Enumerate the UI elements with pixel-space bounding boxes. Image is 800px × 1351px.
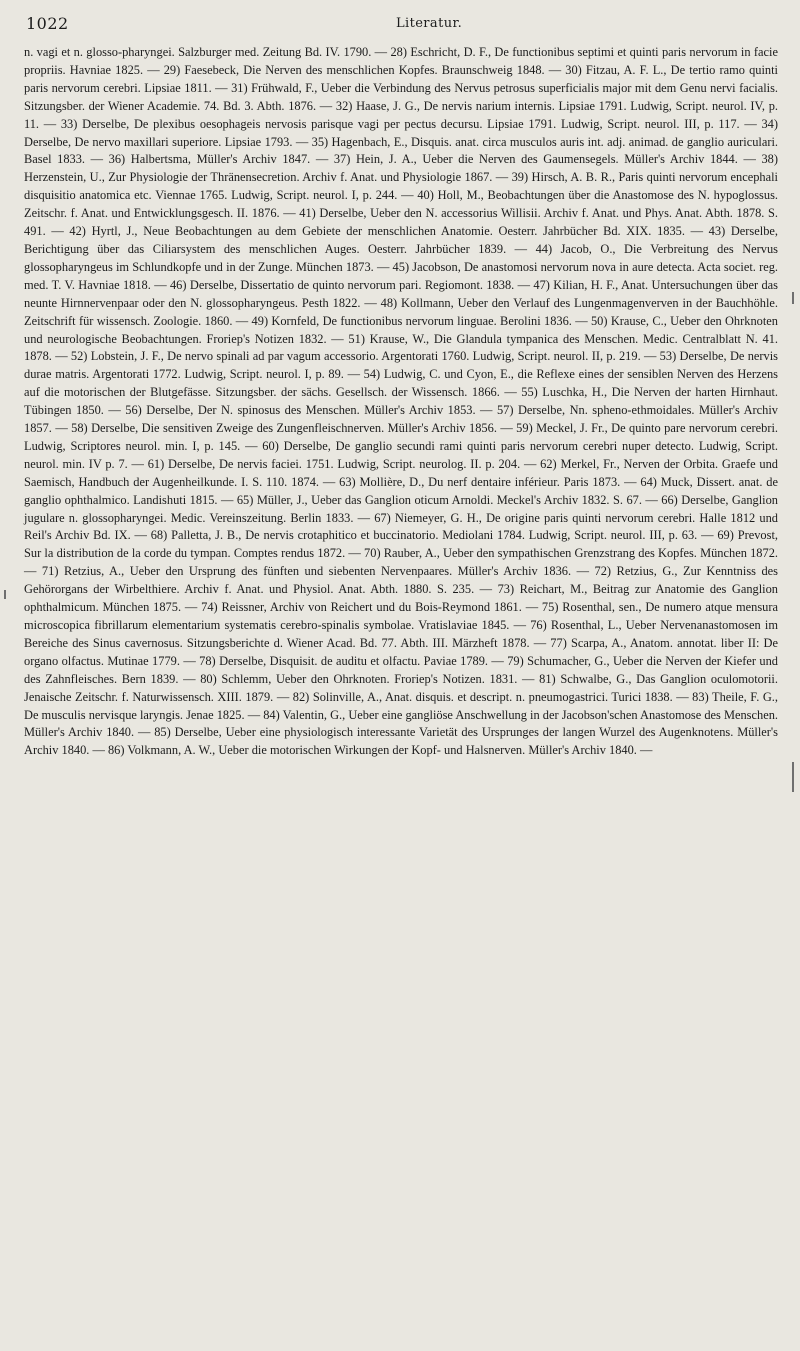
bibliography-entry: n. vagi et n. glosso-pharyngei. Salzburger med. Zeitung Bd. IV. 1790. — 28) Eschricht, D. F., De functionibus septimi et quinti paris nervorum in facie propriis. Havniae 1825. — xyxy=(24,45,778,77)
bibliography-text xyxy=(24,44,778,760)
bibliography-entry: 81) Schwalbe, G., Das Ganglion oculomotorii. Jenaische Zeitschr. f. Naturwissensch. XIII. 1879. — 82) Solinville, A., Anat. disquis. et descript. n. pneumogastrici. Turici 1838. — xyxy=(24,671,778,704)
page-number: 1022 xyxy=(26,14,69,33)
running-head: Literatur. xyxy=(396,16,463,31)
bibliography-entry: 36) Halbertsma, Müller's Archiv 1847. — 37) Hein, J. A., Ueber die Nerven des Gaumensegels. Müller's Archiv 1844. — 38) Herzenstein, U., Zur Physiologie der Thränensecretion. Archiv f. Anat. und Physiologie 1867. — 39) Hirsch, A. B. R., Paris quinti nervorum encephali disquisitio anatomica etc. Viennae 1765. Ludwig, Script. neurol. I, p. 244. — xyxy=(24,152,778,203)
scan-mark-left xyxy=(4,590,6,599)
bibliography-entry: 29) Faesebeck, Die Nerven des menschlichen Kopfes. Braunschweig 1848. — 30) Fitzau, A. F. L., De tertio ramo quinti paris nervorum cerebri. Lipsiae 1811. — 31) Frühwald, F., Ueber die Verbindung des Nervus petrosus superficialis major mit dem Genu nervi facialis. Sitzungsber. der Wiener Academie. 74. Bd. 3. Abth. 1876. — 32) Haase, J. G., De nervis narium internis. Lipsiae 1791. Ludwig, Script. neurol. IV, p. 11. — 33) Derselbe, De plexibus oesophageis nervosis parisque vagi per pectus decursu. Lipsiae 1791. Ludwig, Script. neurol. III, p. 117. — 34) Derselbe, De nervo maxillari superiore. Lipsiae 1793. — 35) Hagenbach, E., Disquis. anat. circa musculos auris int. adj. animad. de ganglio auriculari. Basel 1833. — xyxy=(24,62,778,167)
bibliography-entry: 56) Derselbe, Der N. spinosus des Menschen. Müller's Archiv 1853. — 57) Derselbe, Nn. spheno-ethmoidales. Müller's Archiv 1857. — 58) Derselbe, Die sensitiven Zweige des Zungenfleischnerven. Müller's Archiv 1856. — 59) Meckel, J. Fr., De quinto pare nervorum cerebri. Ludwig, Scriptores neurol. min. I, p. 145. — 60) Derselbe, De ganglio secundi rami quinti paris nervorum cerebri nuper detecto. Ludwig, Script. neurol. min. IV p. 7. — xyxy=(24,403,778,471)
bibliography-entry: 44) Jacob, O., Die Verbreitung des Nervus glossopharyngeus im Schlundkopfe und in der Zunge. München 1873. — 45) Jacobson, De anastomosi nervorum nova in aure detecta. Acta societ. reg. med. T. V. Havniae 1818. — 46) Derselbe, Dissertatio de quinto nervorum pari. Regiomont. 1838. — 47) Kilian, H. F., Anat. Untersuchungen über das neunte Hirnnervenpaar oder den N. glossopharyngeus. Pesth 1822. — 48) Kollmann, Ueber den Verlauf des Lungenmagenverven in der Bauchhöhle. Zeitschrift für wissensch. Zoologie. 1860. — xyxy=(24,241,778,328)
page-header xyxy=(24,14,778,38)
scan-mark-right xyxy=(792,292,794,304)
scan-mark-right xyxy=(792,762,794,792)
bibliography-entry: 61) Derselbe, De nervis faciei. 1751. Ludwig, Script. neurolog. II. p. 204. — 62) Merkel, Fr., Nerven der Orbita. Graefe und Saemisch, Handbuch der Augenheilkunde. I. S. 110. 1874. — 63) Mollière, D., Du nerf dentaire inférieur. Paris 1873. — 64) Muck, Dissert. anat. de ganglio ophthalmico. Landishuti 1815. — 65) Müller, J., Ueber das Ganglion oticum Arnoldi. Meckel's Archiv 1832. S. 67. — 66) Derselbe, Ganglion jugulare n. glossopharyngei. Medic. Vereinszeitung. Berlin 1833. — 67) Niemeyer, G. H., De origine paris quinti nervorum cerebri. Halle 1812 und Reil's Archiv Bd. IX. — 68) Palletta, J. B., De nervis crotaphitico et buccinatorio. Mediolani 1784. Ludwig, Script. neurol. III, p. 63. — xyxy=(24,456,778,543)
bibliography-entry: 83) Theile, F. G., De musculis nervisque laryngis. Jenae 1825. — 84) Valentin, G., Ueber eine gangliöse Anschwellung in der Jacobson'schen Anastomose des Menschen. Müller's Archiv 1840. — 85) Derselbe, Ueber eine physiologisch interessante Varietät des Ursprunges der langen Wurzel des Augenknotens. Müller's Archiv 1840. — 86) Volkmann, A. W., Ueber die motorischen Wirkungen der Kopf- und Halsnerven. Müller's Archiv 1840. — xyxy=(24,689,778,758)
bibliography-entry: 71) Retzius, A., Ueber den Ursprung des fünften und siebenten Nervenpaares. Müller's Archiv 1836. — 72) Retzius, G., Zur Kenntniss des Gehörorgans der Wirbelthiere. Archiv f. Anat. und Physiol. Anat. Abth. 1880. S. 235. — 73) Reichart, M., Beitrag zur Anatomie des Ganglion ophthalmicum. München 1875. — 74) Reissner, Archiv von Reichert und du Bois-Reymond 1861. — 75) Rosenthal, sen., De numero atque mensura microscopica fibrillarum elementarium systematis cerebro-spinalis symbolae. Vratislaviae 1845. — 76) Rosenthal, L., Ueber Nervenanastomosen im Bereiche des Sinus cavernosus. Sitzungsberichte d. Wiener Acad. Bd. 77. Abth. III. Märzheft 1878. — 77) Scarpa, A., Anatom. annotat. liber II: De organo olfactus. Mutinae 1779. — 78) Derselbe, Disquisit. de auditu et olfactu. Paviae 1789. — 79) Schumacher, G., Ueber die Nerven der Kiefer und des Zahnfleisches. Bern 1839. — 80) Schlemm, Ueber den Ohrknoten. Froriep's Notizen. 1831. — xyxy=(24,564,778,686)
bibliography-entry: 40) Holl, M., Beobachtungen über die Anastomose des N. hypoglossus. Zeitschr. f. Anat. und Entwicklungsgesch. II. 1876. — 41) Derselbe, Ueber den N. accessorius Willisii. Archiv f. Anat. und Phys. Anat. Abth. 1878. S. 491. — 42) Hyrtl, J., Neue Beobachtungen au dem Gebiete der menschlichen Anatomie. Oesterr. Jahrbücher Bd. XIX. 1835. — 43) Derselbe, Berichtigung über das Ciliarsystem des menschlichen Auges. Oesterr. Jahrbücher 1839. — xyxy=(24,188,778,256)
bibliography-entry: 69) Prevost, Sur la distribution de la corde du tympan. Comptes rendus 1872. — xyxy=(24,528,778,561)
bibliography-entry: 70) Rauber, A., Ueber den sympathischen Grenzstrang des Kopfes. München 1872. — xyxy=(24,546,778,579)
bibliography-entry: 49) Kornfeld, De functionibus nervorum linguae. Berolini 1836. — 50) Krause, C., Ueber den Ohrknoten und neurologische Beobachtungen. Froriep's Notizen 1832. — 51) Krause, W., Die Glandula tympanica des Menschen. Medic. Centralblatt N. 41. 1878. — 52) Lobstein, J. F., De nervo spinali ad par vagum accessorio. Argentorati 1760. Ludwig, Script. neurol. II, p. 219. — 53) Derselbe, De nervis durae matris. Argentorati 1772. Ludwig, Script. neurol. I, p. 89. — 54) Ludwig, C. und Cyon, E., die Reflexe eines der sensiblen Nerven des Herzens auf die motorischen der Blutgefässe. Sitzungsber. der sächs. Gesellsch. der Wissensch. 1866. — 55) Luschka, H., Die Nerven der harten Hirnhaut. Tübingen 1850. — xyxy=(24,313,778,418)
